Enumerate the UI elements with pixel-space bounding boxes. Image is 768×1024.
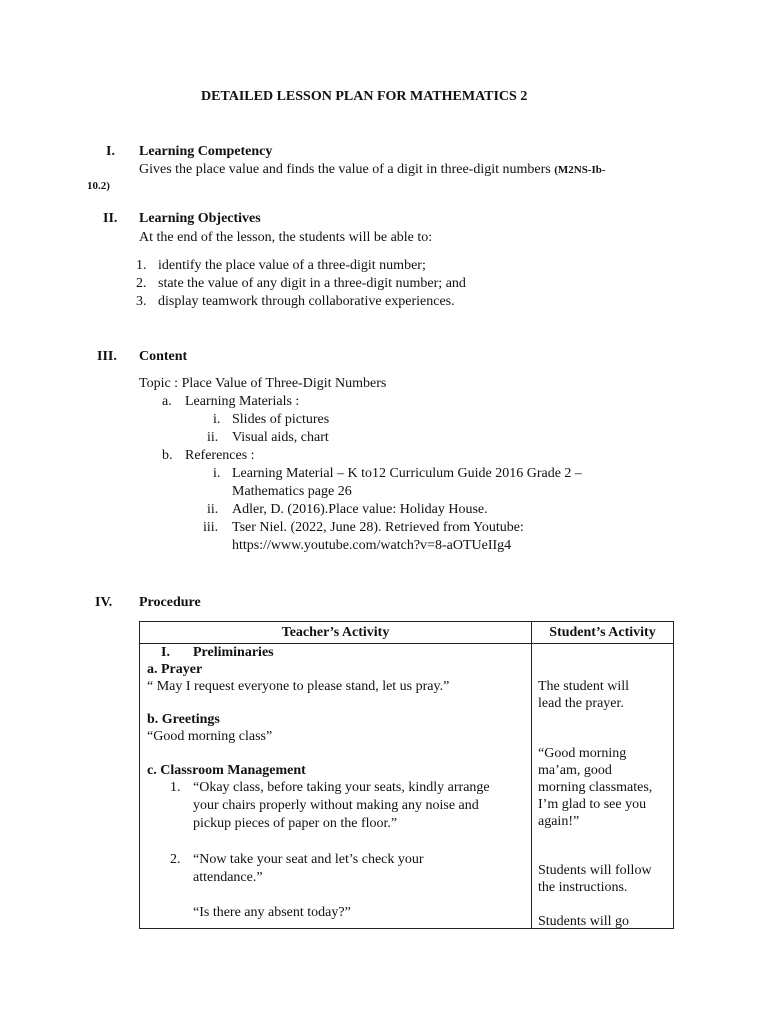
student-prayer-line1: The student will <box>538 679 629 694</box>
objective-3-number: 3. <box>136 294 147 309</box>
competency-code-continued: 10.2) <box>87 180 110 192</box>
reference-1-number: i. <box>213 466 221 481</box>
reference-2-number: ii. <box>207 502 219 517</box>
procedure-table <box>139 621 674 929</box>
classroom-management-heading: c. Classroom Management <box>147 763 306 778</box>
prayer-text: “ May I request everyone to please stand, let us pray.” <box>147 679 450 694</box>
competency-statement: Gives the place value and finds the value of a digit in three-digit numbers <box>139 162 551 177</box>
management-item-1-number: 1. <box>170 780 181 795</box>
management-item-1-line2: your chairs properly without making any noise and <box>193 798 479 813</box>
preliminaries-number: I. <box>161 645 170 660</box>
management-item-2-line2: attendance.” <box>193 870 263 885</box>
material-1-text: Slides of pictures <box>232 412 330 427</box>
student-follow-line1: Students will follow <box>538 863 652 878</box>
page-title: DETAILED LESSON PLAN FOR MATHEMATICS 2 <box>201 89 528 104</box>
student-greeting-line4: I’m glad to see you <box>538 797 647 812</box>
content-topic: Topic : Place Value of Three-Digit Numbers <box>139 376 387 391</box>
objective-1-number: 1. <box>136 258 147 273</box>
student-greeting-line1: “Good morning <box>538 746 627 761</box>
objective-1-text: identify the place value of a three-digit number; <box>158 258 426 273</box>
student-prayer-line2: lead the prayer. <box>538 696 624 711</box>
section-1-number: I. <box>106 144 115 159</box>
materials-label: Learning Materials : <box>185 394 300 409</box>
preliminaries-heading: Preliminaries <box>193 645 274 660</box>
management-item-2-line1: “Now take your seat and let’s check your <box>193 852 424 867</box>
greetings-text: “Good morning class” <box>147 729 273 744</box>
section-3-number: III. <box>97 349 117 364</box>
competency-text <box>139 161 606 179</box>
objectives-intro: At the end of the lesson, the students will be able to: <box>139 230 433 245</box>
student-greeting-line3: morning classmates, <box>538 780 653 795</box>
section-1-heading: Learning Competency <box>139 144 273 159</box>
prayer-heading: a. Prayer <box>147 662 203 677</box>
section-2-heading: Learning Objectives <box>139 211 261 226</box>
section-4-number: IV. <box>95 595 113 610</box>
material-2-text: Visual aids, chart <box>232 430 329 445</box>
student-greeting-line2: ma’am, good <box>538 763 612 778</box>
student-follow-line2: the instructions. <box>538 880 628 895</box>
reference-2-line1: Adler, D. (2016).Place value: Holiday House. <box>232 502 488 517</box>
management-item-3-text: “Is there any absent today?” <box>193 905 351 920</box>
materials-letter: a. <box>162 394 172 409</box>
section-2-number: II. <box>103 211 118 226</box>
teacher-activity-header: Teacher’s Activity <box>281 625 390 640</box>
section-4-heading: Procedure <box>139 595 201 610</box>
section-3-heading: Content <box>139 349 188 364</box>
management-item-1-line1: “Okay class, before taking your seats, kindly arrange <box>193 780 490 795</box>
objective-3-text: display teamwork through collaborative experiences. <box>158 294 455 309</box>
material-1-number: i. <box>213 412 221 427</box>
competency-code: (M2NS-Ib- <box>554 164 606 176</box>
objective-2-text: state the value of any digit in a three-digit number; and <box>158 276 466 291</box>
student-greeting-line5: again!” <box>538 814 580 829</box>
student-activity-header: Student’s Activity <box>549 625 656 640</box>
reference-1-line1: Learning Material – K to12 Curriculum Guide 2016 Grade 2 – <box>232 466 582 481</box>
reference-1-line2: Mathematics page 26 <box>232 484 352 499</box>
table-column-divider <box>531 622 532 928</box>
references-letter: b. <box>162 448 173 463</box>
management-item-2-number: 2. <box>170 852 181 867</box>
material-2-number: ii. <box>207 430 219 445</box>
student-go-line1: Students will go <box>538 914 630 929</box>
references-label: References : <box>185 448 255 463</box>
reference-3-number: iii. <box>203 520 219 535</box>
reference-3-line1: Tser Niel. (2022, June 28). Retrieved from Youtube: <box>232 520 524 535</box>
management-item-1-line3: pickup pieces of paper on the floor.” <box>193 816 398 831</box>
greetings-heading: b. Greetings <box>147 712 220 727</box>
reference-3-url[interactable]: https://www.youtube.com/watch?v=8-aOTUeIIg4 <box>232 538 512 553</box>
objective-2-number: 2. <box>136 276 147 291</box>
